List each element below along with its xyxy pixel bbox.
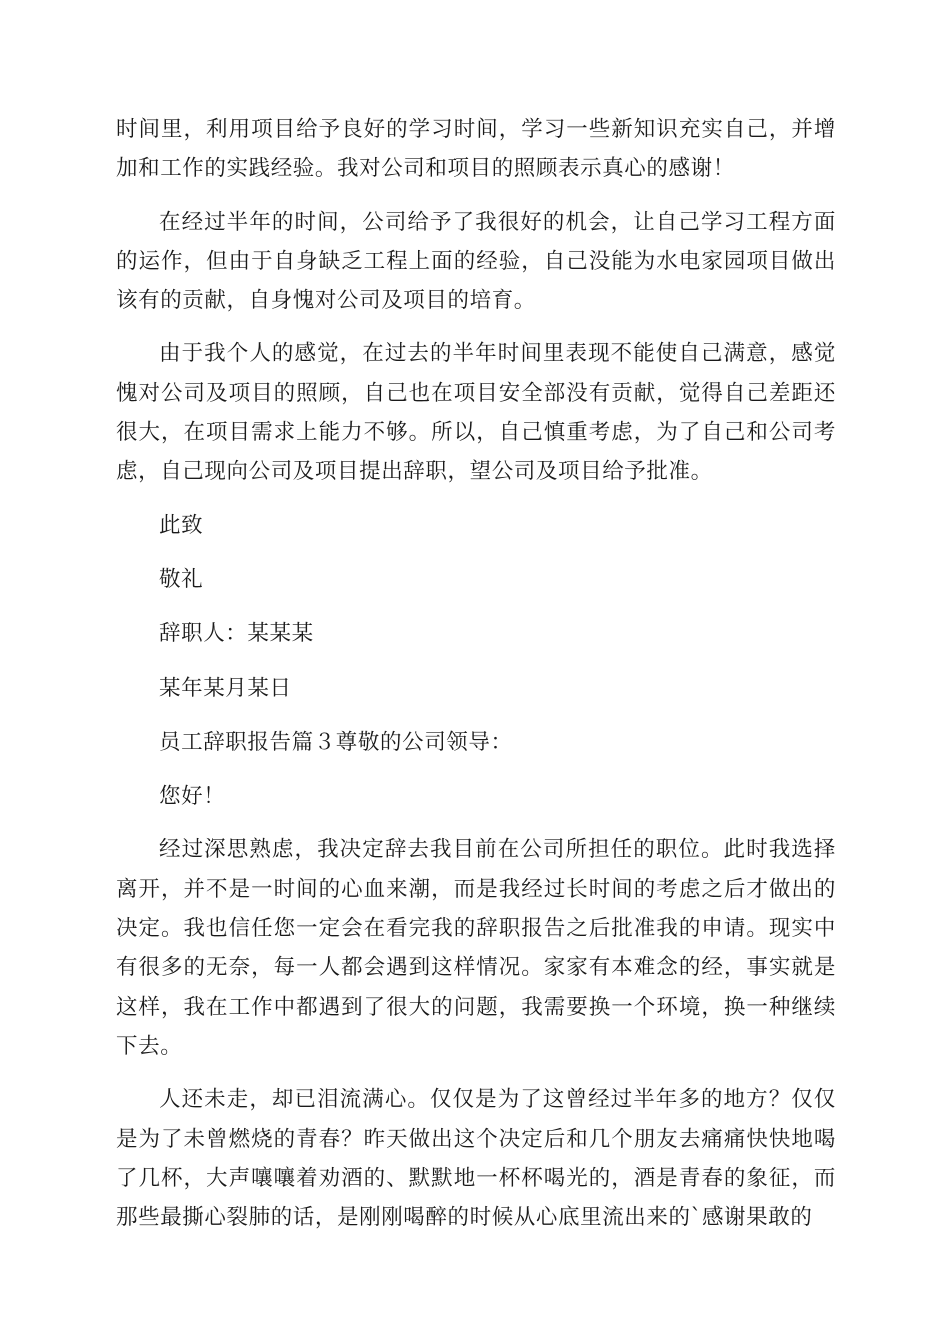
greeting-line: 您好！ bbox=[159, 784, 226, 810]
paragraph-1: 时间里，利用项目给予良好的学习时间，学习一些新知识充实自己，并增加和工作的实践经验。我对公司和项目的照顾表示真心的感谢！ bbox=[116, 117, 836, 182]
document-page bbox=[116, 110, 836, 1237]
section-heading: 员工辞职报告篇３尊敬的公司领导： bbox=[159, 729, 513, 755]
signer-line: 辞职人：某某某 bbox=[159, 621, 314, 647]
closing-regards: 敬礼 bbox=[159, 566, 204, 592]
paragraph-5: 人还未走，却已泪流满心。仅仅是为了这曾经过半年多的地方？仅仅是为了未曾燃烧的青春？昨天做出这个决定后和几个朋友去痛痛快快地喝了几杯，大声嚷嚷着劝酒的、默默地一杯杯喝光的，酒是青春的象征，而那些最撕心裂肺的话，是刚刚喝醉的时候从心底里流出来的`感谢果敢的 bbox=[116, 1087, 836, 1231]
paragraph-3: 由于我个人的感觉，在过去的半年时间里表现不能使自己满意，感觉愧对公司及项目的照顾，自己也在项目安全部没有贡献，觉得自己差距还很大，在项目需求上能力不够。所以，自己慎重考虑，为了自己和公司考虑，自己现向公司及项目提出辞职，望公司及项目给予批准。 bbox=[116, 341, 836, 485]
paragraph-2: 在经过半年的时间，公司给予了我很好的机会，让自己学习工程方面的运作，但由于自身缺乏工程上面的经验，自己没能为水电家园项目做出该有的贡献，自身愧对公司及项目的培育。 bbox=[116, 209, 836, 314]
closing-salutation: 此致 bbox=[159, 512, 204, 538]
date-line: 某年某月某日 bbox=[159, 675, 292, 701]
paragraph-4: 经过深思熟虑，我决定辞去我目前在公司所担任的职位。此时我选择离开，并不是一时间的心血来潮，而是我经过长时间的考虑之后才做出的决定。我也信任您一定会在看完我的辞职报告之后批准我的申请。现实中有很多的无奈，每一人都会遇到这样情况。家家有本难念的经，事实就是这样，我在工作中都遇到了很大的问题，我需要换一个环境，换一种继续下去。 bbox=[116, 837, 836, 1059]
